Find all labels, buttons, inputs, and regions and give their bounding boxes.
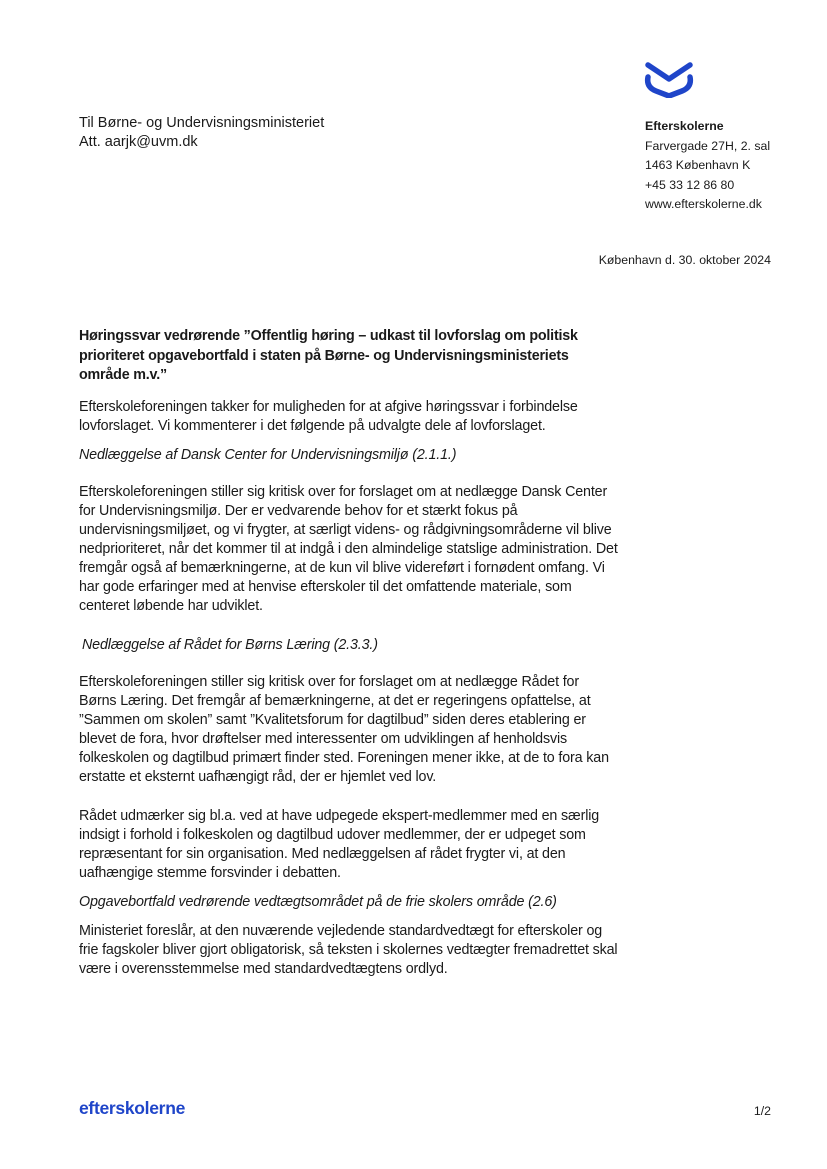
page-number: 1/2 [753,1104,771,1118]
sender-org: Efterskolerne [645,119,724,133]
footer-brand-logo: efterskolerne [79,1098,186,1118]
sender-city: 1463 København K [645,158,751,172]
section-paragraph: Efterskoleforeningen stiller sig kritisk over for forslaget om at nedlægge Rådet for Børns Læring. Det fremgår af bemærkningerne, at det er regeringens opfattelse, at ”Sammen om skolen” samt ”Kvalitetsforum for dagtilbud” siden deres etablering er blevet de fora, hvor drøftelser med interessenter om udviklingen af henholdsvis folkeskolen og dagtilbud primært finder sted. Foreningen mener ikke, at de to fora kan erstatte et eksternt uafhængigt råd, der er hjemlet ved lov. [79,673,609,785]
sender-phone: +45 33 12 86 80 [645,177,735,192]
recipient-line: Til Børne- og Undervisningsministeriet [79,115,325,131]
section-title: Nedlæggelse af Dansk Center for Undervisningsmiljø (2.1.1.) [79,446,457,463]
sender-address [645,117,770,215]
heart-chevron-icon [644,62,694,98]
letter-heading: Høringssvar vedrørende ”Offentlig høring – udkast til lovforslag om politisk prioriteret opgavebortfald i staten på Børne- og Undervisningsministeriets område m.v.” [79,328,578,383]
section-paragraph: Efterskoleforeningen stiller sig kritisk over for forslaget om at nedlægge Dansk Center for Undervisningsmiljø. Der er vedvarende behov for et stærkt fokus på undervisningsmiljøet, og vi frygter, at særligt videns- og rådgivningsområderne vil blive nedprioriteret, når det kommer til at indgå i den almindelige statslige administration. Det fremgår også af bemærkningerne, at de kun vil blive videreført i fornødent omfang. Vi har gode erfaringer med at henvise efterskoler til det omfattende materiale, som centeret løbende har udviklet. [79,483,618,614]
section-paragraph: Rådet udmærker sig bl.a. ved at have udpegede ekspert-medlemmer med en særlig indsigt i forhold i folkeskolen og dagtilbud udover medlemmer, der er udpeget som repræsentant for sin organisation. Med nedlæggelsen af rådet frygter vi, at den uafhængige stemme forsvinder i debatten. [79,807,600,881]
section-title: Opgavebortfald vedrørende vedtægtsområdet på de frie skolers område (2.6) [79,893,557,910]
sender-web: www.efterskolerne.dk [645,197,762,211]
recipient-block [79,114,324,152]
section-paragraph: Ministeriet foreslår, at den nuværende vejledende standardvedtægt for efterskoler og frie fagskoler bliver gjort obligatorisk, så teksten i skolernes vedtægter fremadrettet skal være i overensstemmelse med standardvedtægtens ordlyd. [79,922,618,977]
sender-street: Farvergade 27H, 2. sal [645,138,771,153]
recipient-email: Att. aarjk@uvm.dk [79,134,198,150]
intro-paragraph: Efterskoleforeningen takker for muligheden for at afgive høringssvar i forbindelse lovforslaget. Vi kommenterer i det følgende på udvalgte dele af lovforslaget. [79,398,578,434]
letter-body [79,327,619,999]
section-title: Nedlæggelse af Rådet for Børns Læring (2.3.3.) [82,636,378,653]
letter-date: København d. 30. oktober 2024 [598,253,771,267]
